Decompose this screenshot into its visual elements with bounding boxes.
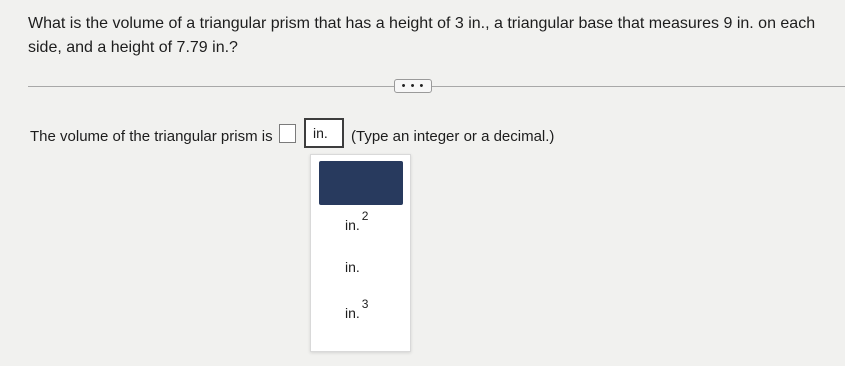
unit-option-base: in. bbox=[345, 259, 360, 275]
unit-option-selected[interactable] bbox=[319, 161, 403, 205]
unit-option-exponent: 2 bbox=[361, 209, 369, 223]
question-text: What is the volume of a triangular prism that has a height of 3 in., a triangular base that measures 9 in. on each side, and a height of 7.79 in.? bbox=[28, 15, 816, 56]
unit-option-base: in. bbox=[345, 305, 360, 321]
unit-select[interactable]: in. bbox=[304, 118, 344, 148]
section-divider-right bbox=[432, 86, 845, 87]
answer-input[interactable] bbox=[279, 124, 296, 143]
unit-option-exponent: 3 bbox=[361, 297, 369, 311]
more-button[interactable]: • • • bbox=[394, 79, 432, 93]
unit-dropdown-menu bbox=[310, 154, 411, 352]
answer-prompt: The volume of the triangular prism is bbox=[30, 128, 273, 145]
unit-option-in[interactable] bbox=[345, 259, 429, 275]
section-divider-left bbox=[28, 86, 394, 87]
unit-option-in-squared[interactable] bbox=[345, 209, 429, 233]
answer-hint: (Type an integer or a decimal.) bbox=[351, 128, 555, 145]
unit-option-base: in. bbox=[345, 217, 360, 233]
unit-option-in-cubed[interactable] bbox=[345, 297, 429, 321]
